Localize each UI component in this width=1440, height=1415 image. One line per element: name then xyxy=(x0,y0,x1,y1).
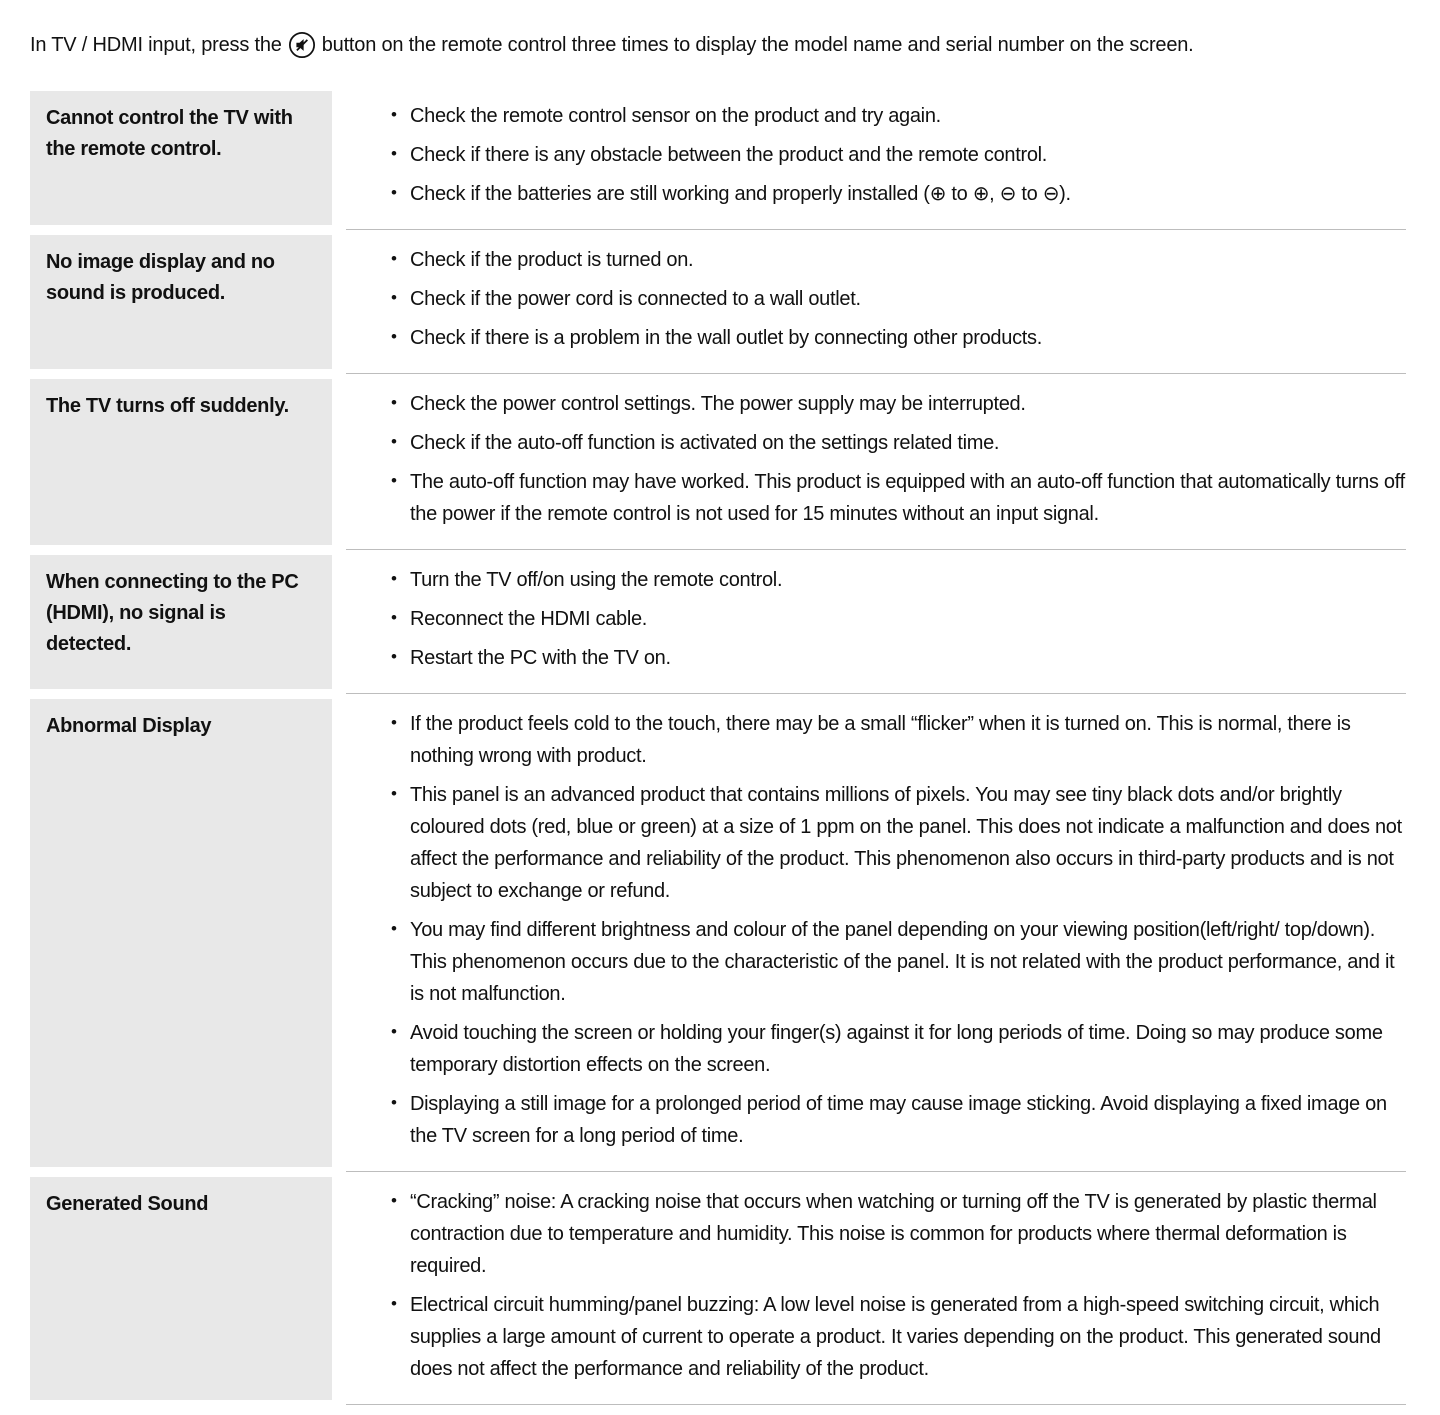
row-content xyxy=(346,374,1406,550)
intro-text xyxy=(30,30,1406,60)
row-content xyxy=(346,694,1406,1172)
bullet-item: • Restart the PC with the TV on. xyxy=(346,642,1406,674)
bullet-item: • Check if the power cord is connected to a wall outlet. xyxy=(346,283,1406,315)
bullet-list xyxy=(346,388,1406,530)
bullet-item: • Reconnect the HDMI cable. xyxy=(346,603,1406,635)
bullet-item: • The auto-off function may have worked. This product is equipped with an auto-off function that automatically turns off the power if the remote control is not used for 15 minutes without an input signal. xyxy=(346,466,1406,530)
table-row xyxy=(30,550,1406,694)
row-title: Generated Sound xyxy=(30,1177,332,1400)
intro-suffix: button on the remote control three times to display the model name and serial number on the screen. xyxy=(321,34,1194,56)
row-title: No image display and no sound is produced. xyxy=(30,235,332,369)
bullet-item: • This panel is an advanced product that contains millions of pixels. You may see tiny black dots and/or brightly coloured dots (red, blue or green) at a size of 1 ppm on the panel. This does not indicate a malfunction and does not affect the performance and reliability of the product. This phenomenon also occurs in third-party products and is not subject to exchange or refund. xyxy=(346,779,1406,907)
row-content xyxy=(346,86,1406,230)
bullet-item: • Check the power control settings. The power supply may be interrupted. xyxy=(346,388,1406,420)
bullet-item: • Check if there is a problem in the wall outlet by connecting other products. xyxy=(346,322,1406,354)
row-content xyxy=(346,230,1406,374)
bullet-item: • “Cracking” noise: A cracking noise that occurs when watching or turning off the TV is generated by plastic thermal contraction due to temperature and humidity. This noise is common for products where thermal deformation is required. xyxy=(346,1186,1406,1282)
table-row xyxy=(30,230,1406,374)
troubleshooting-table xyxy=(30,86,1406,1405)
bullet-item: • Avoid touching the screen or holding your finger(s) against it for long periods of time. Doing so may produce some temporary distortion effects on the screen. xyxy=(346,1017,1406,1081)
row-title: The TV turns off suddenly. xyxy=(30,379,332,545)
bullet-list xyxy=(346,564,1406,674)
table-row xyxy=(30,374,1406,550)
bullet-item: • You may find different brightness and colour of the panel depending on your viewing position(left/right/ top/down). This phenomenon occurs due to the characteristic of the panel. It is not related with the product performance, and it is not malfunction. xyxy=(346,914,1406,1010)
row-content xyxy=(346,1172,1406,1405)
bullet-list xyxy=(346,100,1406,210)
bullet-list xyxy=(346,244,1406,354)
row-title: Abnormal Display xyxy=(30,699,332,1167)
bullet-list xyxy=(346,1186,1406,1385)
bullet-item: • Check if the batteries are still working and properly installed (⊕ to ⊕, ⊖ to ⊖). xyxy=(346,178,1406,210)
bullet-item: • Electrical circuit humming/panel buzzing: A low level noise is generated from a high-speed switching circuit, which supplies a large amount of current to operate a product. It varies depending on the product. This generated sound does not affect the performance and reliability of the product. xyxy=(346,1289,1406,1385)
bullet-list xyxy=(346,708,1406,1152)
row-content xyxy=(346,550,1406,694)
bullet-item: • Check if the product is turned on. xyxy=(346,244,1406,276)
bullet-item: • Displaying a still image for a prolonged period of time may cause image sticking. Avoid displaying a fixed image on the TV screen for a long period of time. xyxy=(346,1088,1406,1152)
bullet-item: • Check the remote control sensor on the product and try again. xyxy=(346,100,1406,132)
intro-prefix: In TV / HDMI input, press the xyxy=(30,34,282,56)
mute-icon xyxy=(288,31,316,59)
bullet-item: • Turn the TV off/on using the remote control. xyxy=(346,564,1406,596)
bullet-item: • If the product feels cold to the touch, there may be a small “flicker” when it is turned on. This is normal, there is nothing wrong with product. xyxy=(346,708,1406,772)
row-title: When connecting to the PC (HDMI), no signal is detected. xyxy=(30,555,332,689)
table-row xyxy=(30,1172,1406,1405)
table-row xyxy=(30,86,1406,230)
bullet-item: • Check if the auto-off function is activated on the settings related time. xyxy=(346,427,1406,459)
table-row xyxy=(30,694,1406,1172)
bullet-item: • Check if there is any obstacle between the product and the remote control. xyxy=(346,139,1406,171)
row-title: Cannot control the TV with the remote control. xyxy=(30,91,332,225)
